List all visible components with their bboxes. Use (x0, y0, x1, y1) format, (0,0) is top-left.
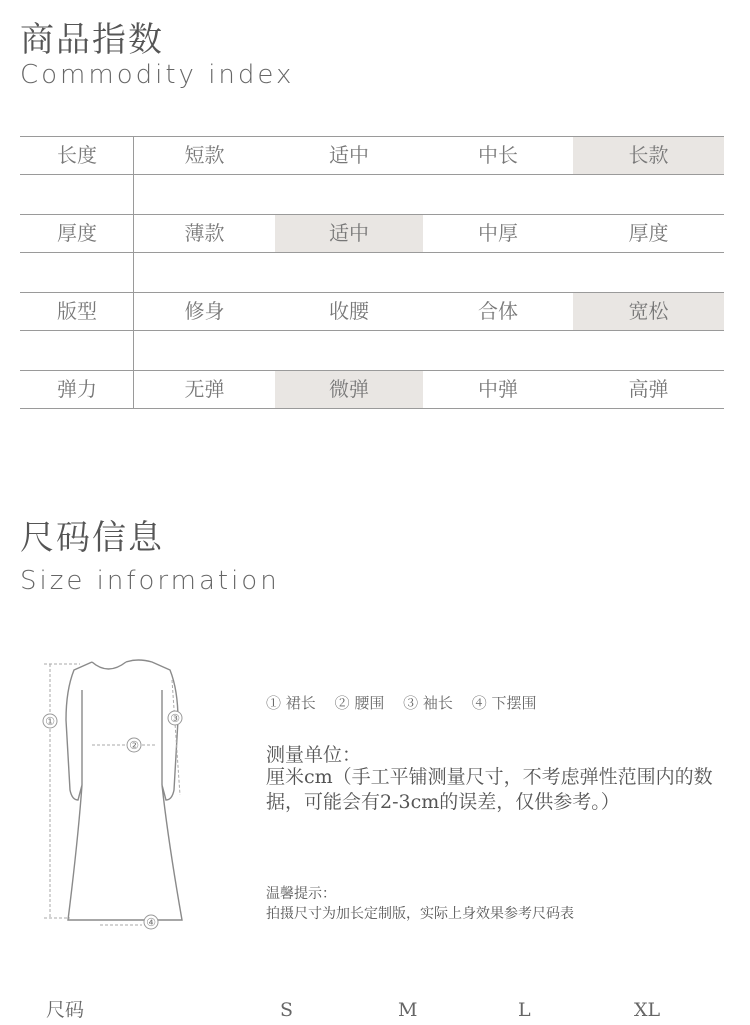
index-row-label: 厚度 (57, 221, 97, 245)
legend-item: ④ 下摆围 (471, 694, 537, 712)
size-header-label: 尺码 (46, 999, 85, 1021)
unit-description: 厘米cm（手工平铺测量尺寸，不考虑弹性范围内的数据，可能会有2-3cm的误差，仅供参考。） (266, 766, 713, 813)
size-header-l: L (518, 999, 531, 1021)
table-divider (20, 330, 724, 331)
index-option: 中长 (478, 143, 518, 167)
dress-outline (66, 660, 182, 920)
index-row-label: 版型 (57, 299, 97, 323)
table-divider (20, 292, 724, 293)
legend-item: ② 腰围 (334, 694, 385, 712)
table-divider (20, 408, 724, 409)
size-table-header (0, 995, 750, 1021)
marker-4: ④ (146, 916, 156, 929)
table-column-divider (133, 136, 134, 409)
legend-item: ③ 袖长 (403, 694, 453, 712)
index-option-selected: 适中 (275, 214, 423, 252)
index-row (20, 136, 724, 174)
index-row-label: 弹力 (57, 377, 97, 401)
index-option: 厚度 (628, 221, 669, 245)
marker-3: ③ (170, 712, 180, 725)
index-title-cn: 商品指数 (20, 20, 164, 60)
index-row (20, 292, 724, 330)
size-title-cn: 尺码信息 (20, 518, 164, 558)
measure-legend (266, 692, 550, 713)
index-option-selected: 长款 (573, 136, 724, 174)
table-divider (20, 136, 724, 137)
index-row (20, 214, 724, 252)
table-divider (20, 370, 724, 371)
index-option-selected: 宽松 (573, 292, 724, 330)
index-option: 修身 (184, 299, 225, 323)
dress-measure-diagram (30, 650, 200, 940)
table-divider (20, 252, 724, 253)
commodity-index-table (20, 136, 724, 410)
legend-item: ① 裙长 (266, 694, 316, 712)
index-title-en: Commodity index (20, 60, 295, 90)
unit-title: 测量单位： (266, 744, 362, 766)
table-divider (20, 174, 724, 175)
index-option: 收腰 (329, 299, 369, 323)
index-option-selected: 微弹 (275, 370, 423, 408)
marker-2: ② (129, 739, 139, 752)
size-header-m: M (398, 999, 418, 1021)
index-row-label: 长度 (57, 143, 97, 167)
tip-title: 温馨提示： (266, 886, 336, 902)
marker-1: ① (45, 715, 55, 728)
index-option: 无弹 (184, 377, 225, 401)
index-option: 薄款 (184, 221, 225, 245)
index-option: 中弹 (478, 377, 518, 401)
size-header-xl: XL (634, 999, 661, 1021)
table-divider (20, 214, 724, 215)
size-title-en: Size information (20, 566, 280, 596)
tip-text: 拍摄尺寸为加长定制版，实际上身效果参考尺码表 (266, 906, 574, 922)
index-option: 高弹 (628, 377, 669, 401)
index-option: 短款 (184, 143, 225, 167)
index-option: 合体 (478, 299, 518, 323)
index-option: 中厚 (478, 221, 518, 245)
index-row (20, 370, 724, 408)
index-option: 适中 (329, 143, 369, 167)
size-header-s: S (280, 999, 294, 1021)
